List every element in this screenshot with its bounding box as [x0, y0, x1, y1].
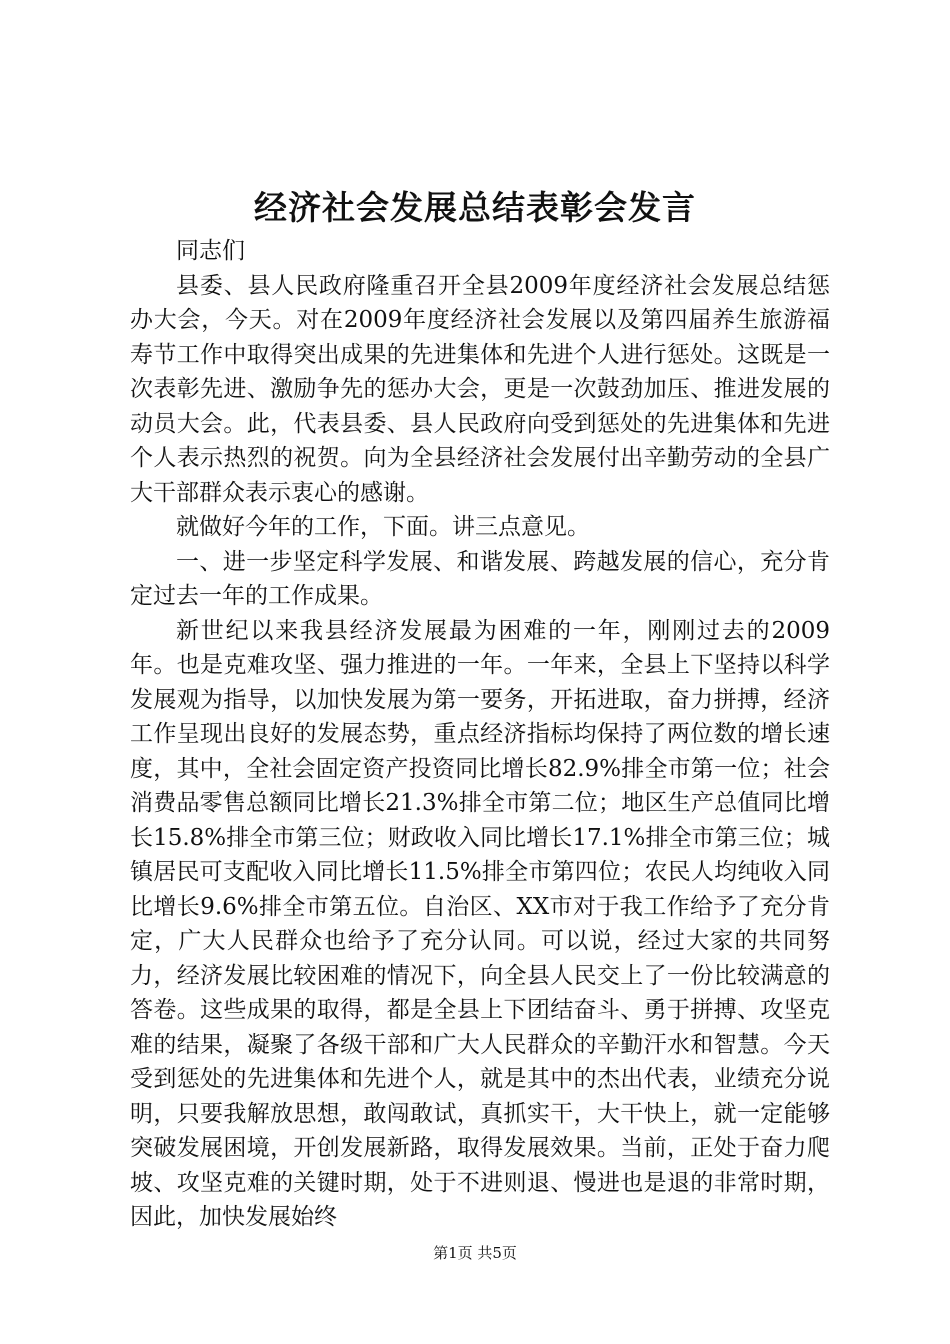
transition-paragraph: 就做好今年的工作，下面。讲三点意见。 — [176, 514, 590, 540]
section-heading-paragraph: 一、进一步坚定科学发展、和谐发展、跨越发展的信心，充分肯定过去一年的工作成果。 — [130, 548, 830, 609]
achievements-paragraph: 新世纪以来我县经济发展最为困难的一年，刚刚过去的2009年。也是克难攻坚、强力推进的一年。一年来，全县上下坚持以科学发展观为指导，以加快发展为第一要务，开拓进取，奋力拼搏，经济工作呈现出良好的发展态势，重点经济指标均保持了两位数的增长速度，其中，全社会固定资产投资同比增长82.9%排全市第一位；社会消费品零售总额同比增长21.3%排全市第二位；地区生产总值同比增长15.8%排全市第三位；财政收入同比增长17.1%排全市第三位；城镇居民可支配收入同比增长11.5%排全市第四位；农民人均纯收入同比增长9.6%排全市第五位。自治区、XX市对于我工作给予了充分肯定，广大人民群众也给予了充分认同。可以说，经过大家的共同努力，经济发展比较困难的情况下，向全县人民交上了一份比较满意的答卷。这些成果的取得，都是全县上下团结奋斗、勇于拼搏、攻坚克难的结果，凝聚了各级干部和广大人民群众的辛勤汗水和智慧。今天受到惩处的先进集体和先进个人，就是其中的杰出代表，业绩充分说明，只要我解放思想，敢闯敢试，真抓实干，大干快上，就一定能够突破发展困境，开创发展新路，取得发展效果。当前，正处于奋力爬坡、攻坚克难的关键时期，处于不进则退、慢进也是退的非常时期，因此，加快发展始终 — [130, 617, 830, 1230]
document-title: 经济社会发展总结表彰会发言 — [254, 188, 696, 227]
document-body — [130, 234, 830, 1235]
page-number-footer: 第1页 共5页 — [433, 1244, 517, 1262]
salutation-paragraph: 同志们 — [176, 238, 245, 264]
opening-paragraph: 县委、县人民政府隆重召开全县2009年度经济社会发展总结惩办大会，今天。对在2009年度经济社会发展以及第四届养生旅游福寿节工作中取得突出成果的先进集体和先进个人进行惩处。这既是一次表彰先进、激励争先的惩办大会，更是一次鼓劲加压、推进发展的动员大会。此，代表县委、县人民政府向受到惩处的先进集体和先进个人表示热烈的祝贺。向为全县经济社会发展付出辛勤劳动的全县广大干部群众表示衷心的感谢。 — [130, 272, 830, 506]
